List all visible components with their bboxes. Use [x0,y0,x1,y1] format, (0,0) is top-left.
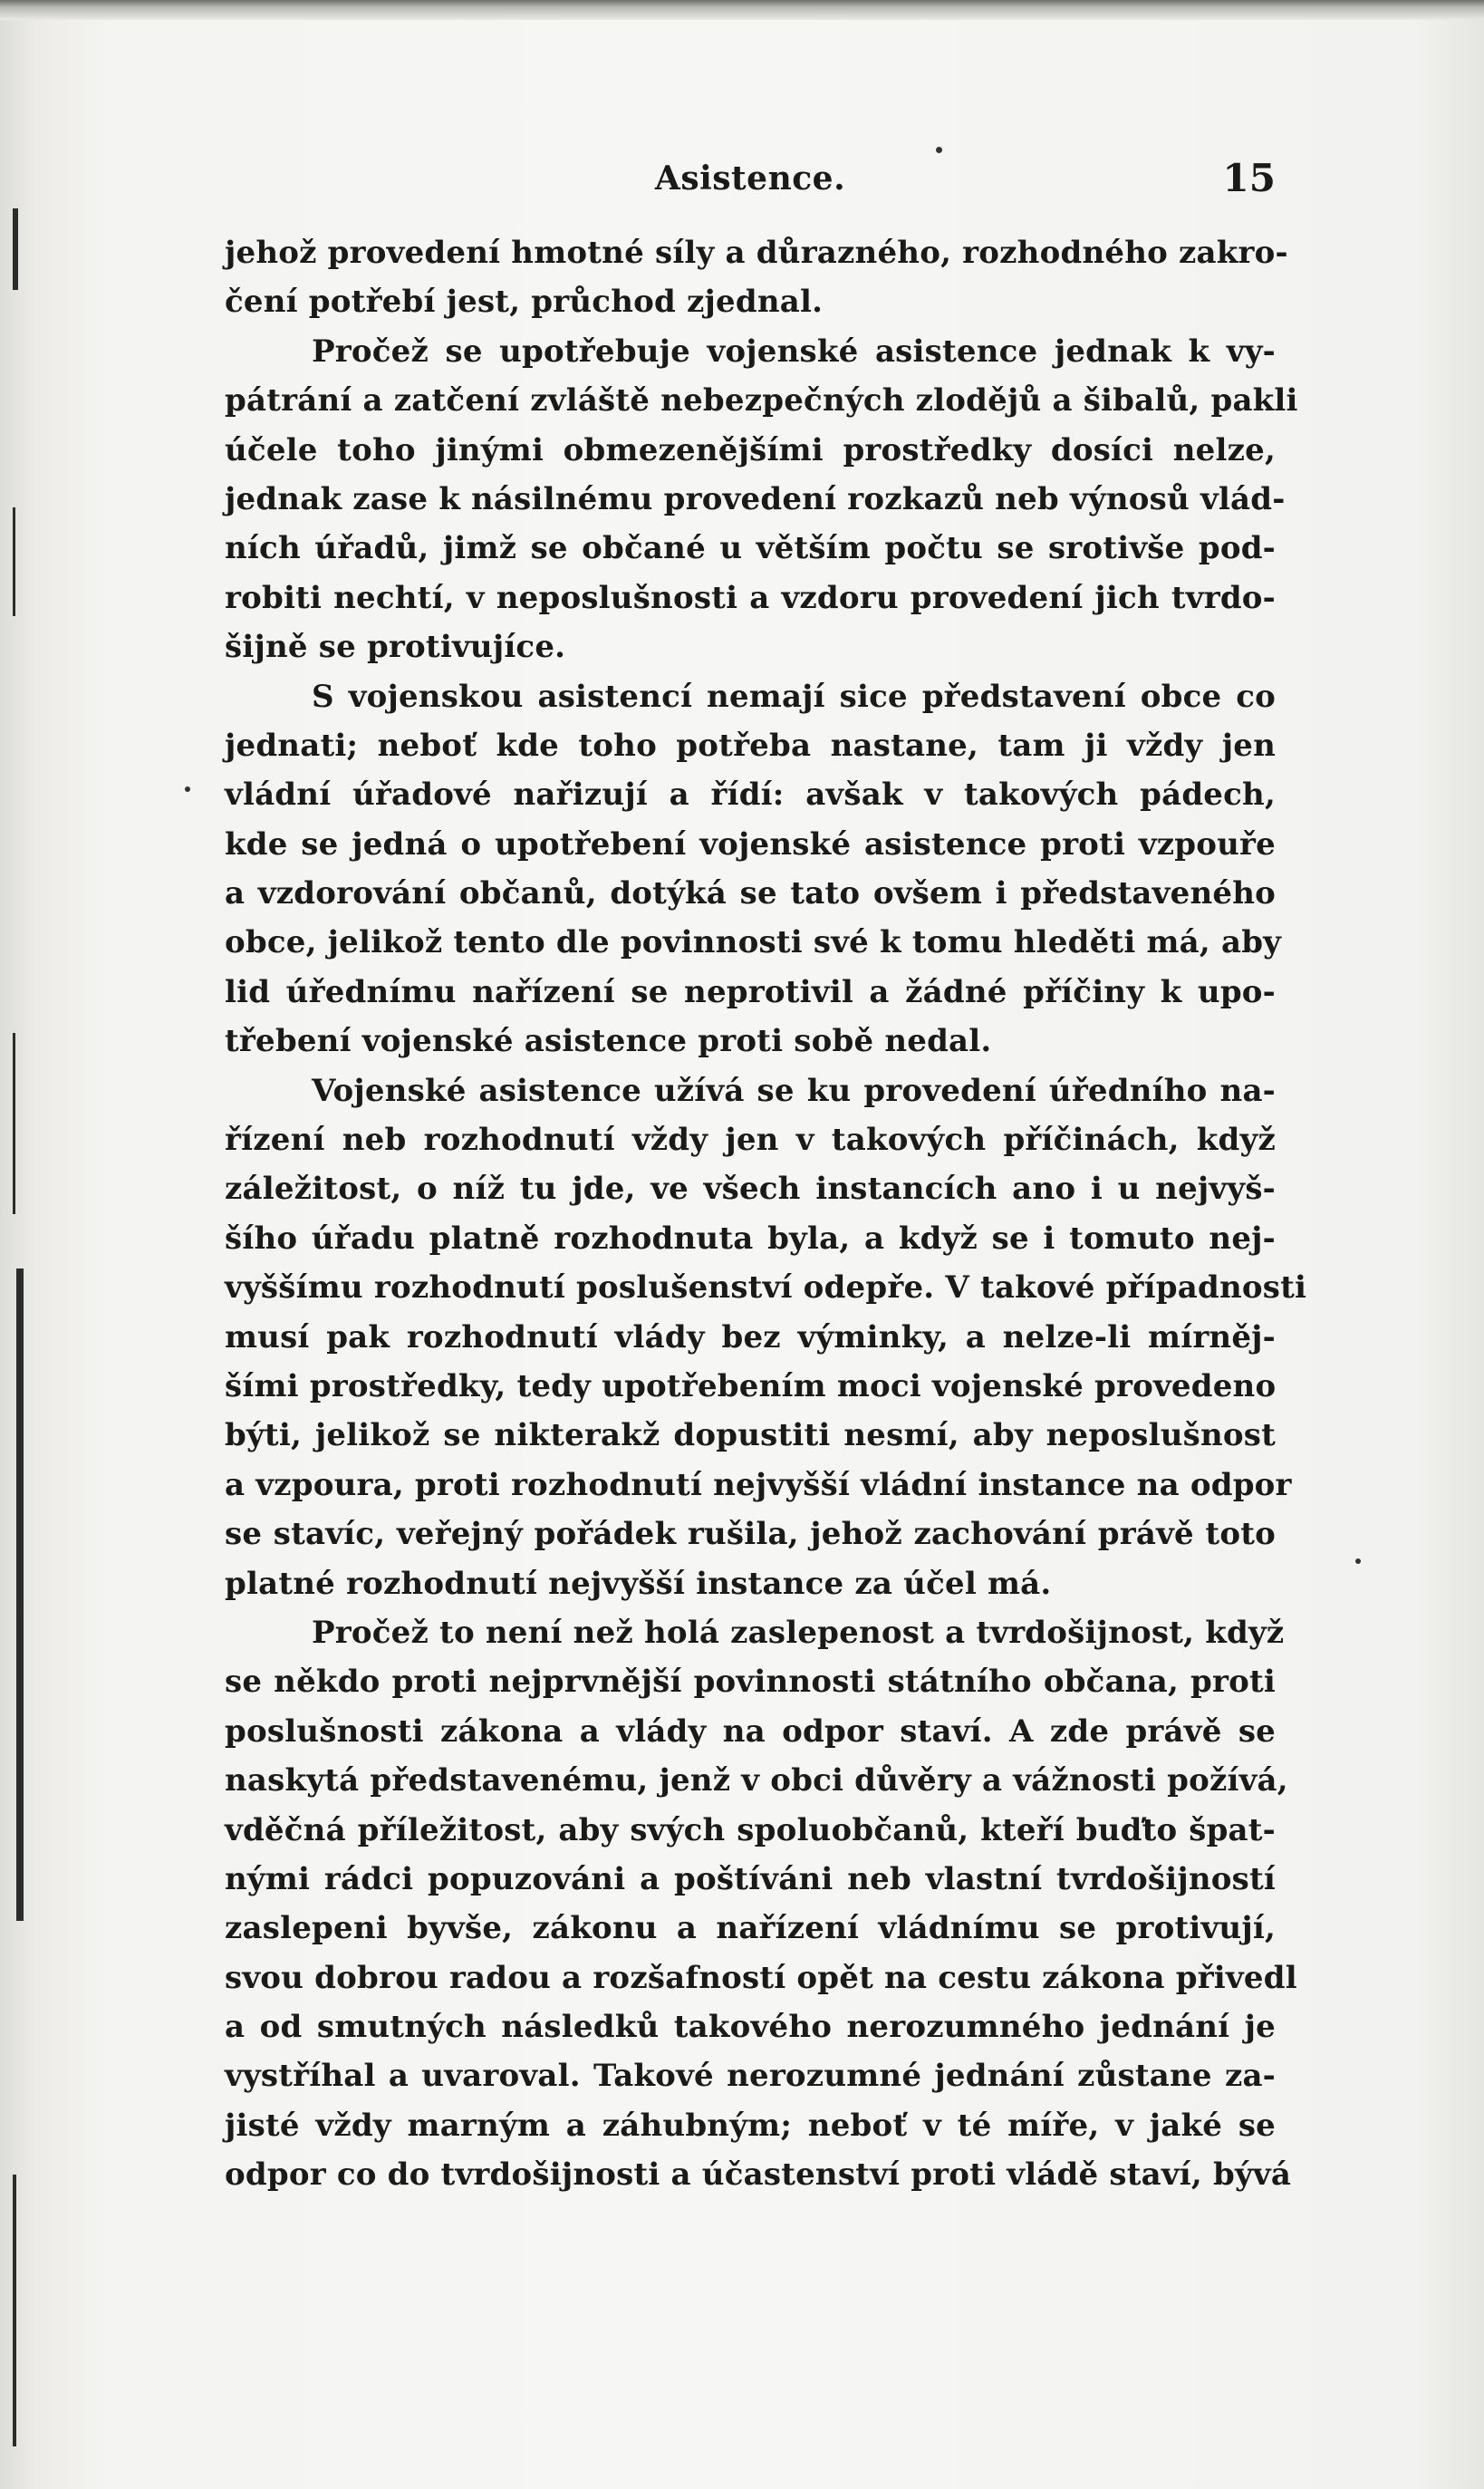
text-line: vděčná příležitost, aby svých spoluobčanů, kteří buďto špat- [225,1811,1276,1848]
margin-mark [16,1269,24,1921]
text-line: záležitost, o níž tu jde, ve všech instancích ano i u nejvyš- [225,1171,1276,1208]
page-top-edge [0,0,1484,20]
text-line: jednati; neboť kde toho potřeba nastane, tam ji vždy jen [225,727,1276,764]
text-line: svou dobrou radou a rozšafností opět na cestu zákona přivedl [225,1959,1297,1996]
text-line: obce, jelikož tento dle povinnosti své k tomu hleděti má, aby [225,924,1282,961]
page-number: 15 [1222,156,1276,200]
text-line: a od smutných následků takového nerozumného jednání je [225,2009,1276,2046]
text-line: Vojenské asistence užívá se ku provedení úředního na- [312,1072,1276,1109]
text-line: Pročež se upotřebuje vojenské asistence jednak k vy- [312,333,1276,370]
text-line: býti, jelikož se nikterakž dopustiti nesmí, aby neposlušnost [225,1417,1276,1454]
text-line: pátrání a zatčení zvláště nebezpečných zlodějů a šibalů, pakli [225,382,1298,420]
margin-mark [13,2175,16,2446]
running-title: Asistence. [654,159,846,198]
text-line: řízení neb rozhodnutí vždy jen v takových příčinách, když [225,1122,1276,1159]
text-line: šijně se protivujíce. [225,629,566,666]
text-line: robiti nechtí, v neposlušnosti a vzdoru provedení jich tvrdo- [225,579,1276,616]
text-line: S vojenskou asistencí nemají sice představení obce co [312,678,1276,715]
text-line: a vzpoura, proti rozhodnutí nejvyšší vládní instance na odpor [225,1466,1292,1503]
text-line: a vzdorování občanů, dotýká se tato ovšem i představeného [225,875,1276,912]
text-line: jehož provedení hmotné síly a důrazného, rozhodného zakro- [225,235,1288,271]
text-line: čení potřebí jest, průchod zjednal. [225,284,824,321]
text-line: se stavíc, veřejný pořádek rušila, jehož zachování právě toto [225,1516,1276,1553]
text-line: naskytá představenému, jenž v obci důvěry a vážnosti požívá, [225,1762,1288,1799]
text-line: odpor co do tvrdošijnosti a účastenství proti vládě staví, bývá [225,2156,1292,2194]
text-line: šími prostředky, tedy upotřebením moci vojenské provedeno [225,1367,1277,1404]
margin-mark [13,507,15,616]
body-text [225,228,1307,2200]
text-line: platné rozhodnutí nejvyšší instance za účel má. [225,1565,1052,1602]
text-line: ních úřadů, jimž se občané u větším počtu se srotivše pod- [225,530,1276,567]
text-line: třebení vojenské asistence proti sobě nedal. [225,1023,992,1060]
text-line: se někdo proti nejprvnější povinnosti státního občana, proti [225,1664,1276,1701]
text-line: šího úřadu platně rozhodnuta byla, a když se i tomuto nej- [225,1220,1276,1257]
text-line: nými rádci popuzováni a poštíváni neb vlastní tvrdošijností [225,1860,1276,1897]
margin-mark [13,1033,15,1214]
text-line: kde se jedná o upotřebení vojenské asistence proti vzpouře [225,825,1276,863]
page-header [225,152,1276,210]
text-line: musí pak rozhodnutí vlády bez výminky, a nelze-li mírněj- [225,1318,1276,1355]
text-line: Pročež to není než holá zaslepenost a tvrdošijnost, když [312,1614,1285,1651]
text-line: účele toho jinými obmezenějšími prostředky dosíci nelze, [225,431,1276,468]
text-line: jisté vždy marným a záhubným; neboť v té míře, v jaké se [225,2107,1276,2144]
margin-mark [13,208,18,290]
text-line: vystříhal a uvaroval. Takové nerozumné jednání zůstane za- [225,2058,1276,2095]
text-line: lid úřednímu nařízení se neprotivil a žádné příčiny k upo- [225,973,1276,1010]
ink-speck [1355,1558,1361,1564]
ink-speck [185,786,190,792]
text-line: jednak zase k násilnému provedení rozkazů neb výnosů vlád- [225,480,1286,517]
text-line: vyššímu rozhodnutí poslušenství odepře. V takové případnosti [225,1269,1307,1307]
text-line: poslušnosti zákona a vlády na odpor staví. A zde právě se [225,1712,1276,1750]
text-line: vládní úřadové nařizují a řídí: avšak v takových pádech, [225,777,1276,814]
text-line: zaslepeni byvše, zákonu a nařízení vládnímu se protivují, [225,1910,1276,1947]
